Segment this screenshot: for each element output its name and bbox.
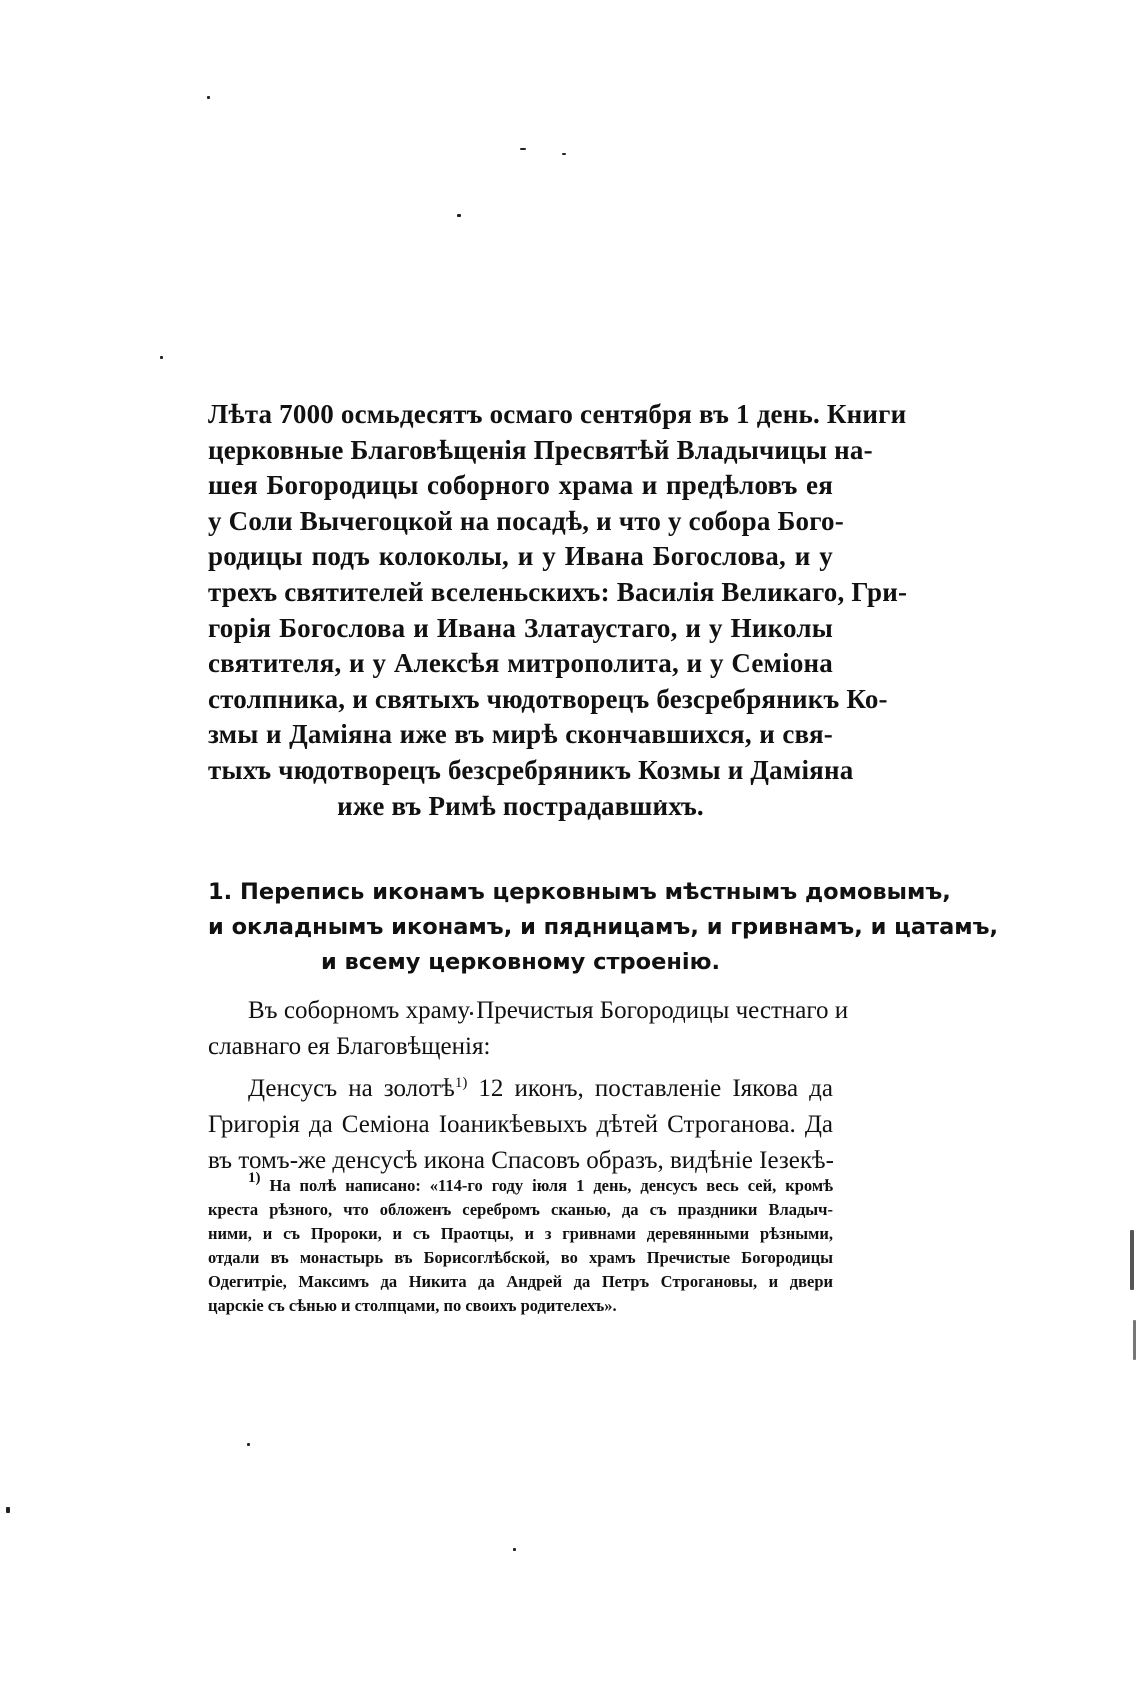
scan-speck	[457, 214, 461, 217]
line-text: На полѣ написано: «114-го году іюля 1 день, денсусъ весь сей, кромѣ	[260, 1176, 833, 1195]
heading-line: и всему церковному строенію.	[320, 949, 721, 975]
footnote-marker: 1)	[248, 1170, 261, 1186]
body-text	[208, 993, 849, 1179]
scan-speck	[160, 356, 163, 359]
footnote-line: Одегитріе, Максимъ да Никита да Андрей да Петръ Строгановы, и двери	[208, 1272, 833, 1291]
title-line: столпника, и святыхъ чюдотворецъ безсребряникъ Ко-	[208, 683, 888, 714]
footnote-line: отдали въ монастырь въ Борисоглѣбской, во храмъ Пречистые Богородицы	[208, 1248, 833, 1267]
title-line: иже въ Римѣ пострадавшихъ.	[337, 790, 704, 821]
footnote-line	[208, 1166, 833, 1198]
line-text: 12 иконъ, поставленіе Іякова да	[467, 1075, 833, 1102]
section-heading	[208, 875, 999, 980]
title-line: у Соли Вычегоцкой на посадѣ, и что у собора Бого-	[208, 505, 844, 536]
footnote-line: креста рѣзного, что обложенъ серебромъ сканью, да съ праздники Владыч-	[208, 1200, 833, 1219]
heading-line: 1. Перепись иконамъ церковнымъ мѣстнымъ домовымъ,	[208, 879, 951, 905]
heading-line: и окладнымъ иконамъ, и пядницамъ, и гривнамъ, и цатамъ,	[208, 914, 999, 940]
title-line: шея Богородицы соборного храма и предѣловъ ея	[208, 470, 833, 501]
footnote-line: ними, и съ Пророки, и съ Праотцы, и з гривнами деревянными рѣзными,	[208, 1224, 833, 1243]
footnote	[208, 1166, 833, 1318]
title-line: святителя, и у Алексѣя митрополита, и у Семіона	[208, 648, 833, 679]
scan-speck	[1133, 1320, 1136, 1360]
scan-speck	[513, 1548, 516, 1551]
footnote-line: царскіе съ сѣнью и столпцами, по своихъ родителехъ».	[208, 1296, 617, 1315]
scan-speck	[207, 96, 210, 99]
title-line: тыхъ чюдотворецъ безсребряникъ Козмы и Даміяна	[208, 754, 854, 785]
title-line: трехъ святителей вселеньскихъ: Василія Великаго, Гри-	[208, 576, 908, 607]
paragraph-line: славнаго ея Благовѣщенія:	[208, 1033, 491, 1060]
scan-speck	[520, 148, 526, 150]
footnote-ref: 1)	[454, 1075, 468, 1091]
title-line: горія Богослова и Ивана Златаустаго, и у Николы	[208, 612, 833, 643]
title-line: родицы подъ колоколы, и у Ивана Богослова, и у	[208, 541, 833, 572]
title-line: змы и Даміяна иже въ мирѣ скончавшихся, и свя-	[208, 719, 833, 750]
line-text: Денсусъ на золотѣ	[248, 1075, 455, 1102]
scan-speck	[1130, 1230, 1134, 1290]
paragraph-line: Григорія да Семіона Іоаникѣевыхъ дѣтей Строганова. Да	[208, 1111, 833, 1138]
paragraph-line: Въ соборномъ храму Пречистыя Богородицы честнаго и	[248, 997, 849, 1024]
scan-speck	[247, 1443, 250, 1446]
document-title	[208, 397, 908, 824]
title-line: Лѣта 7000 осмьдесятъ осмаго сентября въ 1 день. Книги	[208, 399, 907, 429]
scan-speck	[6, 1507, 10, 1513]
title-line: церковные Благовѣщенія Пресвятѣй Владычицы на-	[208, 434, 873, 465]
paragraph-line	[208, 1065, 833, 1107]
scan-speck	[562, 153, 566, 155]
paragraph-line: въ томъ-же денсусѣ икона Спасовъ образъ, видѣніе Іезекѣ-	[208, 1147, 834, 1174]
